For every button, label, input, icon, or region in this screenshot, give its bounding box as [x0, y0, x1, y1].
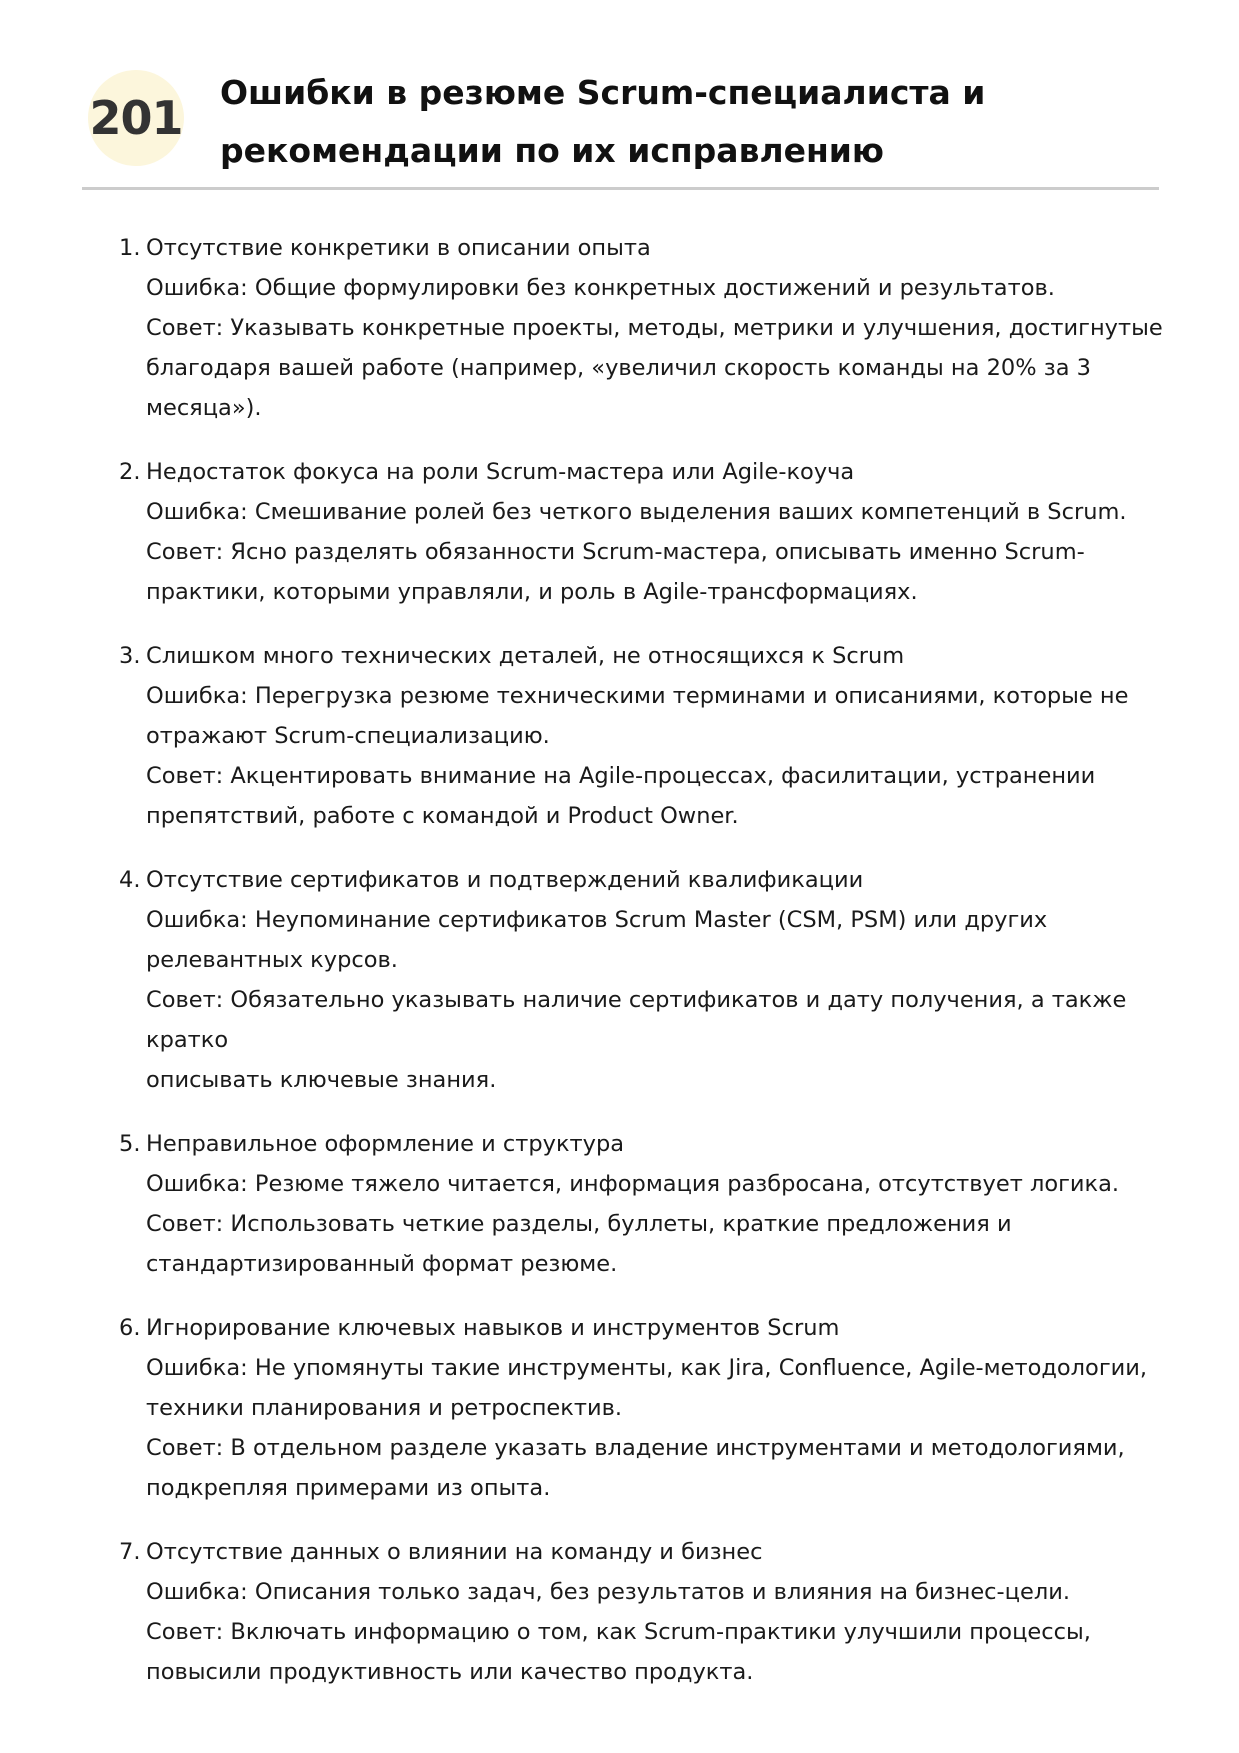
item-advice: Совет: В отдельном разделе указать владение инструментами и методологиями,	[146, 1435, 1125, 1461]
item-number: 5.	[119, 1131, 141, 1157]
item-heading-text: Недостаток фокуса на роли Scrum-мастера или Agile-коуча	[146, 459, 855, 485]
mistakes-list	[110, 228, 1170, 1716]
item-heading	[110, 636, 1170, 676]
item-advice: Совет: Указывать конкретные проекты, методы, метрики и улучшения, достигнутые	[146, 315, 1163, 341]
item-error-cont: отражают Scrum-специализацию.	[146, 723, 550, 749]
item-advice: Совет: Обязательно указывать наличие сертификатов и дату получения, а также кратко	[146, 987, 1127, 1053]
list-item	[110, 228, 1170, 428]
item-error: Ошибка: Перегрузка резюме техническими терминами и описаниями, которые не	[146, 683, 1129, 709]
item-advice-cont: стандартизированный формат резюме.	[146, 1251, 618, 1277]
item-heading-text: Отсутствие сертификатов и подтверждений квалификации	[146, 867, 864, 893]
item-heading	[110, 1124, 1170, 1164]
item-heading-text: Игнорирование ключевых навыков и инструментов Scrum	[146, 1315, 840, 1341]
list-item	[110, 636, 1170, 836]
item-error: Ошибка: Резюме тяжело читается, информация разбросана, отсутствует логика.	[146, 1171, 1120, 1197]
item-error: Ошибка: Смешивание ролей без четкого выделения ваших компетенций в Scrum.	[146, 499, 1127, 525]
item-heading	[110, 452, 1170, 492]
item-advice-cont: препятствий, работе с командой и Product Owner.	[146, 803, 739, 829]
item-advice-cont: практики, которыми управляли, и роль в Agile-трансформациях.	[146, 579, 918, 605]
list-item	[110, 860, 1170, 1100]
page-number-badge	[88, 70, 184, 166]
item-heading-text: Слишком много технических деталей, не относящихся к Scrum	[146, 643, 905, 669]
page-number: 201	[89, 91, 183, 145]
item-advice-cont: благодаря вашей работе (например, «увеличил скорость команды на 20% за 3	[146, 355, 1091, 381]
item-advice: Совет: Акцентировать внимание на Agile-процессах, фасилитации, устранении	[146, 763, 1096, 789]
item-heading	[110, 860, 1170, 900]
item-heading-text: Отсутствие конкретики в описании опыта	[146, 235, 651, 261]
item-number: 1.	[119, 235, 141, 261]
item-number: 3.	[119, 643, 141, 669]
item-number: 2.	[119, 459, 141, 485]
item-heading	[110, 1308, 1170, 1348]
item-heading-text: Отсутствие данных о влиянии на команду и бизнес	[146, 1539, 763, 1565]
item-heading	[110, 228, 1170, 268]
item-error-cont: техники планирования и ретроспектив.	[146, 1395, 623, 1421]
item-advice-cont: повысили продуктивность или качество продукта.	[146, 1659, 754, 1685]
item-advice: Совет: Использовать четкие разделы, буллеты, краткие предложения и	[146, 1211, 1012, 1237]
item-error: Ошибка: Не упомянуты такие инструменты, как Jira, Confluence, Agile-методологии,	[146, 1355, 1148, 1381]
item-error: Ошибка: Описания только задач, без результатов и влияния на бизнес-цели.	[146, 1579, 1070, 1605]
item-number: 7.	[119, 1539, 141, 1565]
item-error: Ошибка: Неупоминание сертификатов Scrum Master (CSM, PSM) или других	[146, 907, 1048, 933]
item-advice-cont: подкрепляя примерами из опыта.	[146, 1475, 551, 1501]
list-item	[110, 1124, 1170, 1284]
page-title: Ошибки в резюме Scrum-специалиста и рекомендации по их исправлению	[220, 73, 986, 170]
item-error-cont: релевантных курсов.	[146, 947, 398, 973]
list-item	[110, 1532, 1170, 1692]
item-advice-cont: месяца»).	[146, 395, 262, 421]
item-advice: Совет: Ясно разделять обязанности Scrum-мастера, описывать именно Scrum-	[146, 539, 1085, 565]
header-divider	[82, 187, 1159, 190]
list-item	[110, 1308, 1170, 1508]
page-header	[82, 56, 1159, 190]
list-item	[110, 452, 1170, 612]
item-number: 4.	[119, 867, 141, 893]
item-number: 6.	[119, 1315, 141, 1341]
item-heading	[110, 1532, 1170, 1572]
item-heading-text: Неправильное оформление и структура	[146, 1131, 625, 1157]
item-advice-cont: описывать ключевые знания.	[146, 1067, 497, 1093]
item-error: Ошибка: Общие формулировки без конкретных достижений и результатов.	[146, 275, 1055, 301]
item-advice: Совет: Включать информацию о том, как Scrum-практики улучшили процессы,	[146, 1619, 1091, 1645]
